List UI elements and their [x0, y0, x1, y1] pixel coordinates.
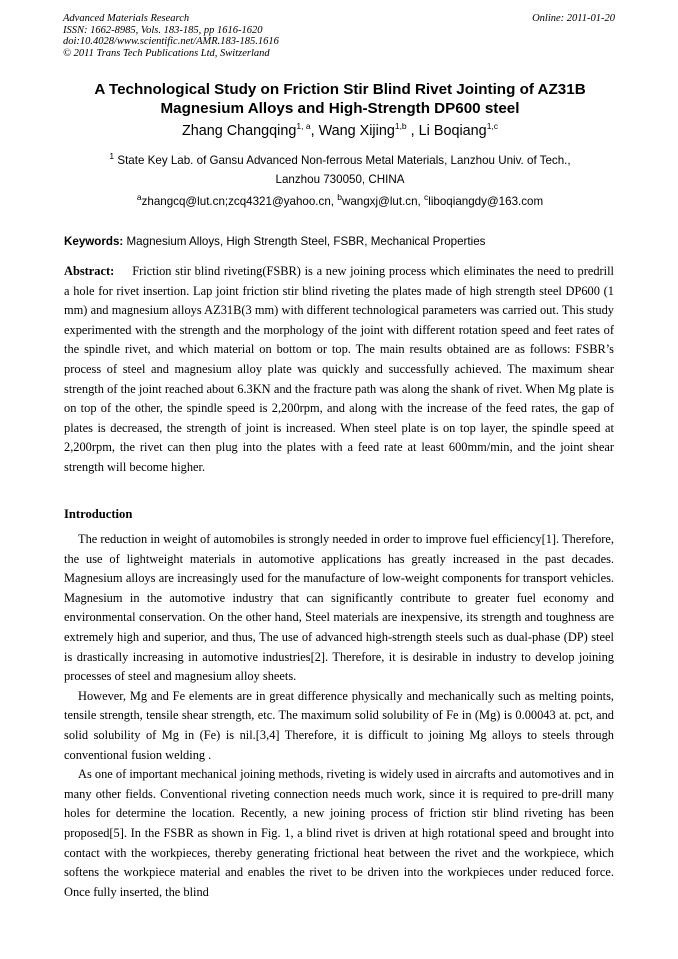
- author-affiliation-mark: 1, a: [296, 121, 311, 132]
- author-list: Zhang Changqing$^{1, a}$, Wang Xijing$^{1,b}$ , Li Boqiang$^{1,c}$: [181, 121, 499, 139]
- paragraph: The reduction in weight of automobiles is strongly needed in order to improve fuel efficiency[1]. Therefore, the use of lightweight materials in automotive applications has greatly increased in the past decades. Magnesium alloys are increasingly used for the manufacture of low-weight components for transport vehicles. Magnesium in the automotive industry that can significantly contribute to greater fuel economy and environmental conservation. On the other hand, Steel materials are inexpensive, its strength and toughness are extremely high and superior, and thus, The use of advanced high-strength steels such as dual-phase (DP) steel is drastically increasing in automotive industries[2]. Therefore, it is desirable in industry to develop joining processes of steel and magnesium alloy sheets.: [64, 532, 614, 684]
- affiliation-line-1: State Key Lab. of Gansu Advanced Non-ferrous Metal Materials, Lanzhou Univ. of Tech.,: [117, 154, 571, 167]
- journal-header: [63, 13, 615, 59]
- abstract: [64, 262, 614, 478]
- author-affiliation-mark: 1,c: [486, 121, 499, 132]
- author-name: Zhang Changqing: [181, 123, 297, 139]
- affiliation-mark: 1: [109, 151, 115, 162]
- abstract-text: Friction stir blind riveting(FSBR) is a new joining process which eliminates the need to predrill a hole for rivet insertion. Lap joint friction stir blind riveting the plates made of high strength steel DP600 (1 mm) and magnesium alloys AZ31B(3 mm) with different technological parameters was carried out. This study experimented with the strength and the morphology of the joint with different rotation speed and feet rates of the spindle rivet, and which material on bottom or top. The main results obtained are as follows: FSBR’s process of steel and magnesium alloy plate was quickly and successfully achieved. The maximum shear strength of the joint reached about 6.3KN and the fracture path was along the shank of rivet. When Mg plate is on top of the other, the spindle speed is 2,200rpm, and along with the increase of the feed rates, the gap of plates is decreased, the strength of joint is increased. When steel plate is on top layer, the spindle speed at 2,200rpm, the rivet can then plug into the plates with a feed rate at least 600mm/min, and the joint shear strength will become higher.: [64, 264, 614, 474]
- paragraph: However, Mg and Fe elements are in great difference physically and mechanically such as melting points, tensile strength, tensile shear strength, etc. The maximum solid solubility of Fe in (Mg) is 0.00043 at. pct, and solid solubility of Mg in (Fe) is nil.[3,4] Therefore, it is difficult to joining Mg alloys to steels through conventional fusion welding .: [64, 688, 614, 762]
- keywords: [64, 234, 616, 250]
- issn-line: ISSN: 1662-8985, Vols. 183-185, pp 1616-1620: [63, 24, 263, 36]
- introduction-body: [64, 530, 614, 902]
- author-name: Li Boqiang: [418, 123, 487, 139]
- email-mark: c: [424, 192, 429, 203]
- author-affiliation-mark: 1,b: [394, 121, 407, 132]
- keywords-label: Keywords:: [64, 235, 124, 248]
- paragraph: As one of important mechanical joining methods, riveting is widely used in aircrafts and automotives and in many other fields. Conventional riveting connection needs much work, since it is required to pre-drill many holes for determine the location. Recently, a new joining process of friction stir blind riveting has been proposed[5]. In the FSBR as shown in Fig. 1, a blind rivet is driven at high rotational speed and brought into contact with the workpieces, thereby generating frictional heat between the rivet and the workpiece, which softens the workpiece material and enables the rivet to be driven into the workpieces under reduced force. Once fully inserted, the blind: [64, 767, 614, 899]
- affiliation: [80, 151, 600, 189]
- doi-line: doi:10.4028/www.scientific.net/AMR.183-185.1616: [63, 36, 279, 48]
- email-address[interactable]: zhangcq@lut.cn;zcq4321@yahoo.cn: [141, 195, 331, 208]
- affiliation-line-2: Lanzhou 730050, CHINA: [275, 173, 405, 186]
- email-mark: b: [337, 192, 342, 203]
- paper-title: A Technological Study on Friction Stir Blind Rivet Jointing of AZ31B Magnesium Alloys and High-Strength DP600 steel: [94, 81, 586, 117]
- email-list: $^a$zhangcq@lut.cn;zcq4321@yahoo.cn, $^b$wangxj@lut.cn, $^c$liboqiangdy@163.com: [136, 192, 544, 208]
- email-mark: a: [136, 192, 142, 203]
- journal-name: Advanced Materials Research: [63, 13, 190, 24]
- online-date: Online: 2011-01-20: [532, 13, 615, 24]
- email-address[interactable]: wangxj@lut.cn: [341, 195, 418, 208]
- abstract-label: Abstract:: [64, 264, 115, 278]
- section-heading-introduction: Introduction: [64, 507, 133, 521]
- email-address[interactable]: liboqiangdy@163.com: [428, 195, 544, 208]
- keywords-text: Magnesium Alloys, High Strength Steel, FSBR, Mechanical Properties: [126, 235, 486, 248]
- author-name: Wang Xijing: [318, 123, 395, 139]
- copyright-line: © 2011 Trans Tech Publications Ltd, Switzerland: [63, 47, 270, 59]
